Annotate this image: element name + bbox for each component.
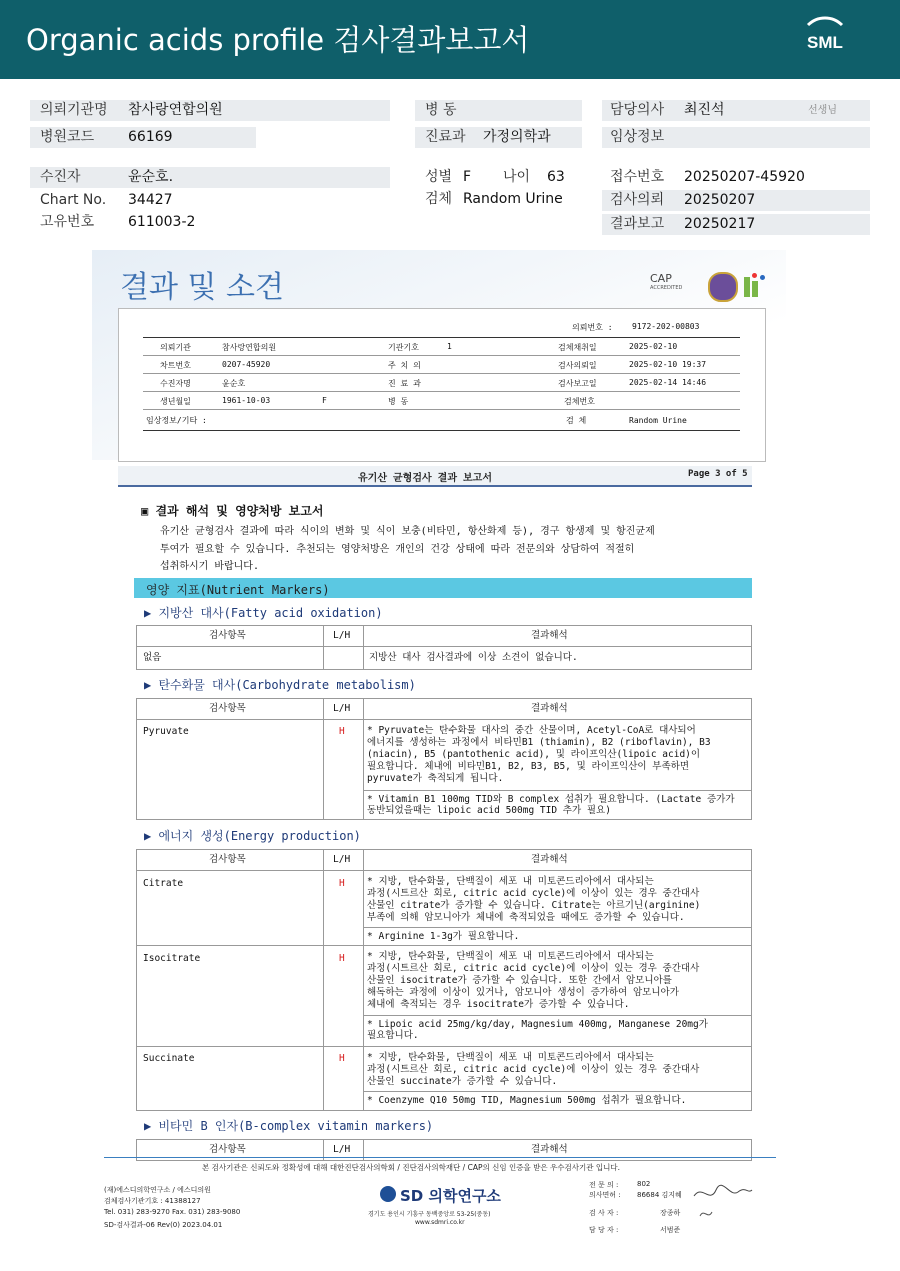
pyruvate-rx-2: 동반되었을때는 lipoic acid 500mg TID 추가 필요) [367,805,611,816]
interp-title: ▣ 결과 해석 및 영양처방 보고서 [141,504,324,518]
ward-row [415,100,582,121]
footer-left-1: (재)에스디의학연구소 / 에스디의원 [104,1186,211,1194]
chart-row [30,190,390,211]
name-label: 수진자명 [160,379,191,388]
req-date: 2025-02-10 19:37 [629,360,707,369]
doctor-label: 담당의사 [610,102,665,118]
citrate-rx: * Arginine 1-3g가 필요합니다. [367,931,520,942]
age-label: 나이 [503,169,531,185]
code-label: 병원코드 [40,129,95,145]
birth-label: 생년월일 [160,397,191,406]
footer-left-4: SD-검사결과-06 Rev(0) 2023.04.01 [104,1221,223,1229]
specimen-label: 검체 [425,191,453,207]
doctor-row [602,100,870,121]
pyruvate-flag: H [339,726,345,737]
col-lh: L/H [333,1144,351,1155]
nutrient-bar [134,578,752,598]
pyruvate-text-3: (niacin), B5 (pantothenic acid), 및 라이프익산(lipoic acid)이 [367,749,701,760]
footer-left-3: Tel. 031) 283-9270 Fax. 031) 283-9080 [104,1208,241,1216]
col-interp: 결과해석 [531,703,568,714]
sex-age-row [415,167,585,188]
ward2-label: 병 동 [388,397,409,406]
receipt-value: 20250207-45920 [684,169,805,185]
report-date-label: 검사보고일 [558,379,597,388]
report-title: 결과 및 소견 [120,270,284,305]
inst-value: 참사랑연합의원 [222,343,277,352]
chart-value: 34427 [128,192,173,208]
section-energy: ▶ 에너지 생성(Energy production) [144,829,361,843]
dept-row [415,127,582,148]
inst-code: 1 [447,342,452,351]
req-date-label: 검사의뢰일 [558,361,597,370]
clinical-row [602,127,870,148]
tester-value: 장종하 [660,1209,681,1217]
specialist-no: 802 [637,1180,651,1188]
spec-no-label: 검체번호 [564,397,595,406]
ward-label: 병 동 [425,102,457,118]
signature-icon [690,1178,754,1228]
succinate-rx: * Coenzyme Q10 50mg TID, Magnesium 500mg 섭취가 필요합니다. [367,1095,687,1106]
isocitrate-rx-2: 필요합니다. [367,1030,419,1041]
svg-text:SML: SML [807,33,843,52]
citrate-flag: H [339,878,345,889]
succinate-flag: H [339,1053,345,1064]
id-value: 611003-2 [128,214,196,230]
birth-value: 1961-10-03 [222,396,271,405]
receipt-label: 접수번호 [610,169,665,185]
citrate-text-1: * 지방, 탄수화물, 단백질이 세포 내 미토콘드리아에서 대사되는 [367,876,654,887]
succinate-text-1: * 지방, 탄수화물, 단백질이 세포 내 미토콘드리아에서 대사되는 [367,1052,654,1063]
footer-left-2: 검체검사기관기호 : 41388127 [104,1197,201,1205]
specimen-value: Random Urine [463,191,563,207]
doctor-suffix: 선생님 [808,105,837,116]
dept2-label: 진 료 과 [388,379,421,388]
name-value: 윤순호 [222,379,246,388]
pyruvate-text-4: 필요합니다. 체내에 비타민B1, B2, B3, B5, 및 라이프익산이 부족하면 [367,761,690,772]
interp-line-2: 투여가 필요할 수 있습니다. 추천되는 영양처방은 개인의 건강 상태에 따라 전문의와 상담하여 적절히 [160,544,635,555]
collect-label: 검체채취일 [558,343,597,352]
license-label: 의사면허 : [589,1191,621,1199]
collect-value: 2025-02-10 [629,342,678,351]
code-value: 66169 [128,129,173,145]
footer-cert: 본 검사기관은 신뢰도와 정확성에 대해 대한진단검사의학회 / 진단검사의학재단 / CAP의 신임 인증을 받은 우수검사기관 입니다. [202,1163,620,1172]
sd-logo-icon [380,1186,396,1202]
isocitrate-text-3: 산물인 isocitrate가 증가할 수 있습니다. 또한 간에서 암모니아를 [367,975,672,986]
id-label: 고유번호 [40,214,95,230]
spec2-value: Random Urine [629,416,687,425]
inst-label: 의뢰기관 [160,343,191,352]
req-no: 9172-202-00803 [632,322,700,331]
receipt-row [602,167,870,188]
specimen-row [415,189,585,210]
manager-value: 서범준 [660,1226,681,1234]
chart-no-label: 차트번호 [160,361,191,370]
report-bar-title: 유기산 균형검사 결과 보고서 [358,473,492,484]
succinate-item: Succinate [143,1053,195,1064]
pyruvate-rx-1: * Vitamin B1 100mg TID와 B complex 섭취가 필요합니다. (Lactate 증가가 [367,794,735,805]
patient-row [30,167,390,188]
succinate-text-2: 과정(시트르산 회로, citric acid cycle)에 이상이 있는 경우 중간대사 [367,1064,700,1075]
code-row [30,127,256,148]
sex2-value: F [322,396,327,405]
sml-logo-icon [798,13,852,67]
fatty-text: 지방산 대사 검사결과에 이상 소견이 없습니다. [369,652,578,663]
citrate-item: Citrate [143,878,184,889]
cap-logo-icon: CAP ACCREDITED [650,272,683,291]
isocitrate-rx-1: * Lipoic acid 25mg/kg/day, Magnesium 400mg, Manganese 20mg가 [367,1019,708,1030]
sex-label: 성별 [425,169,453,185]
col-item: 검사항목 [209,630,246,641]
specialist-label: 전 문 의 : [589,1181,619,1189]
pyruvate-text-1: * Pyruvate는 탄수화물 대사의 중간 산물이며, Acetyl-CoA로 대사되어 [367,725,696,736]
result-label: 결과보고 [610,216,665,232]
isocitrate-flag: H [339,953,345,964]
footer-logo-text: SD 의학연구소 [400,1187,501,1205]
page-number: Page 3 of 5 [688,469,748,479]
isocitrate-item: Isocitrate [143,953,201,964]
result-row [602,214,870,235]
req-no-label: 의뢰번호 : [572,323,613,332]
seal-icon [708,272,738,302]
chart-label: Chart No. [40,192,107,208]
req-row [602,190,870,211]
result-value: 20250217 [684,216,756,232]
sex-value: F [463,169,472,185]
pyruvate-item: Pyruvate [143,726,189,737]
col-interp: 결과해석 [531,854,568,865]
isocitrate-text-2: 과정(시트르산 회로, citric acid cycle)에 이상이 있는 경우 중간대사 [367,963,700,974]
citrate-text-3: 산물인 citrate가 증가할 수 있습니다. Citrate는 아르기닌(arginine) [367,900,701,911]
license-value: 86684 김지혜 [637,1191,682,1199]
req-label: 검사의뢰 [610,192,665,208]
spec2-label: 검 체 [566,416,587,425]
page-title: Organic acids profile 검사결과보고서 [26,23,530,57]
footer-url: www.sdmri.co.kr [415,1219,465,1226]
patient-value: 윤순호. [128,169,174,185]
citrate-text-2: 과정(시트르산 회로, citric acid cycle)에 이상이 있는 경우 중간대사 [367,888,700,899]
doctor-value: 최진석 [684,102,725,118]
citrate-text-4: 부족에 의해 암모니아가 체내에 축적되었을 때에도 증가할 수 있습니다. [367,912,685,923]
patient-label: 수진자 [40,169,81,185]
doctor2-label: 주 치 의 [388,361,421,370]
pyruvate-text-2: 에너지를 생성하는 과정에서 비타민B1 (thiamin), B2 (riboflavin), B3 [367,737,711,748]
age-value: 63 [547,169,565,185]
dept-value: 가정의학과 [483,129,551,145]
section-vitb: ▶ 비타민 B 인자(B-complex vitamin markers) [144,1119,434,1133]
institution-row [30,100,390,121]
fatty-item: 없음 [143,652,162,663]
col-lh: L/H [333,630,351,641]
dept-label: 진료과 [425,129,466,145]
col-item: 검사항목 [209,703,246,714]
isocitrate-text-1: * 지방, 탄수화물, 단백질이 세포 내 미토콘드리아에서 대사되는 [367,951,654,962]
col-interp: 결과해석 [531,630,568,641]
inst-code-label: 기관기호 [388,343,419,352]
chart-no: 0207-45920 [222,360,271,369]
manager-label: 담 당 자 : [589,1226,619,1234]
col-item: 검사항목 [209,854,246,865]
nutrient-bar-title: 영양 지표(Nutrient Markers) [146,583,330,597]
interp-line-3: 섭취하시기 바랍니다. [160,561,259,572]
kfqa-logo-icon [742,273,766,297]
col-lh: L/H [333,703,351,714]
clinical-label: 임상정보 [610,129,665,145]
isocitrate-text-4: 해독하는 과정에 이상이 있거나, 암모니아 생성이 증가하여 암모니아가 [367,987,679,998]
col-lh: L/H [333,854,351,865]
interp-line-1: 유기산 균형검사 결과에 따라 식이의 변화 및 식이 보충(비타민, 항산화제 등), 경구 항생제 및 항진균제 [160,526,655,537]
institution-label: 의뢰기관명 [40,102,108,118]
section-fatty: ▶ 지방산 대사(Fatty acid oxidation) [144,606,383,620]
isocitrate-text-5: 체내에 축적되는 경우 isocitrate가 증가할 수 있습니다. [367,999,630,1010]
id-row [30,212,390,233]
req-value: 20250207 [684,192,756,208]
col-item: 검사항목 [209,1144,246,1155]
col-interp: 결과해석 [531,1144,568,1155]
institution-value: 참사랑연합의원 [128,102,223,118]
succinate-text-3: 산물인 succinate가 증가할 수 있습니다. [367,1076,558,1087]
report-date: 2025-02-14 14:46 [629,378,707,387]
carb-table [136,698,752,820]
fatty-table [136,625,752,670]
section-carb: ▶ 탄수화물 대사(Carbohydrate metabolism) [144,678,416,692]
report-bar [118,466,752,487]
clinical2-label: 임상정보/기타 : [146,416,207,425]
tester-label: 검 사 자 : [589,1209,619,1217]
pyruvate-text-5: pyruvate가 축적되게 됩니다. [367,773,504,784]
energy-table [136,849,752,1111]
header-bar [0,0,900,79]
footer-address: 경기도 용인시 기흥구 동백중앙로 53-25(중동) [368,1211,491,1218]
